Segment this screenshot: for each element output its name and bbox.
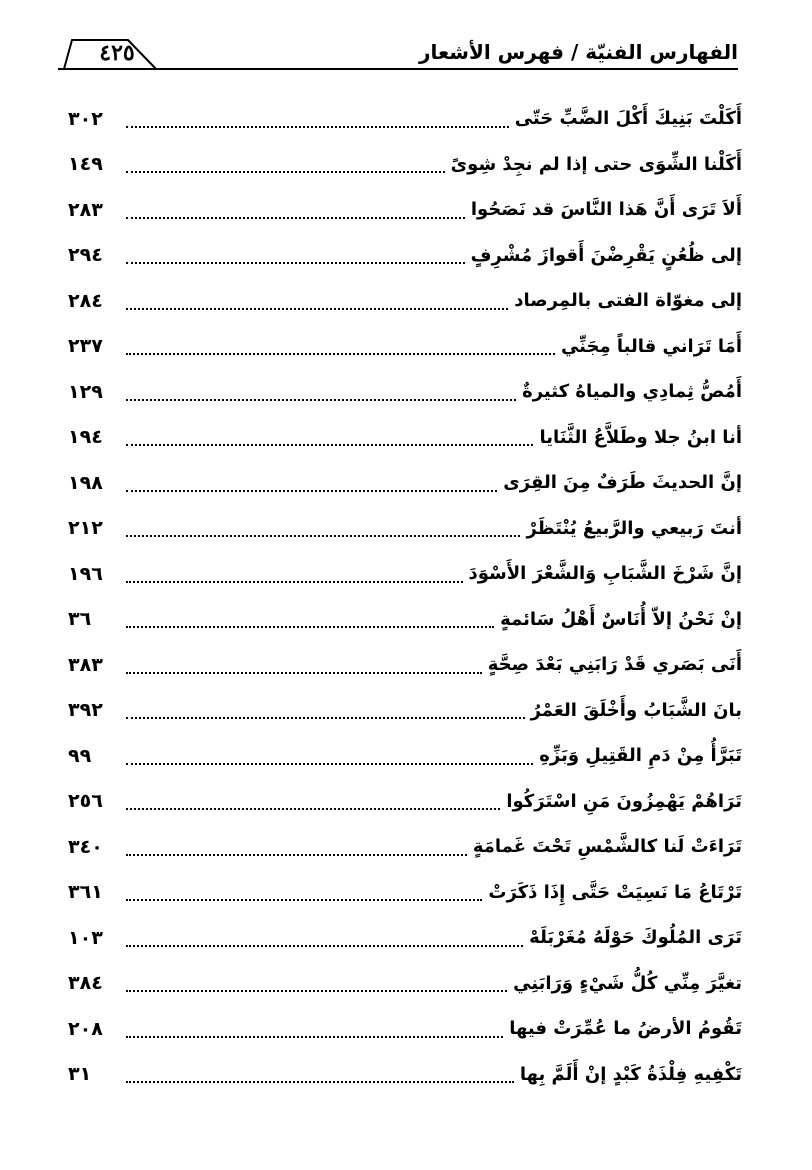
entry-page-number: ٣٨٤ — [68, 972, 103, 995]
page-header — [58, 38, 738, 72]
entry-page-number: ١٩٤ — [68, 426, 103, 449]
entry-page-number: ١٢٩ — [68, 380, 103, 403]
entry-page-number: ٢٨٣ — [68, 198, 103, 221]
index-entry — [68, 915, 742, 961]
dot-leader — [126, 353, 555, 355]
entry-page-number: ٣٤٠ — [68, 835, 103, 858]
entry-verse: تَرَاهُمْ يَهْمِزُونَ مَنِ اسْتَرَكُوا — [506, 790, 742, 812]
dot-leader — [126, 399, 516, 401]
entry-page-number: ٣١ — [68, 1063, 92, 1086]
entry-verse: تَرْتَاعُ مَا نَسِيَتْ حَتَّى إِذَا ذَكَرَتْ — [488, 881, 742, 903]
entry-page-number: ٢٨٤ — [68, 289, 103, 312]
index-entry — [68, 142, 742, 188]
dot-leader — [126, 945, 523, 947]
entry-verse: إنَّ شَرْخَ الشَّبَابِ وَالشَّعْرَ الأَسْوَدَ — [468, 563, 742, 585]
index-entry — [68, 597, 742, 643]
index-entry — [68, 870, 742, 916]
dot-leader — [126, 1081, 514, 1083]
entry-verse: تَبَرَّأُ مِنْ دَمِ القَتِيلِ وَبَزِّهِ — [539, 745, 742, 767]
index-entry — [68, 1006, 742, 1052]
entry-page-number: ٢٠٨ — [68, 1017, 103, 1040]
entry-page-number: ٣٦ — [68, 608, 92, 631]
index-entry — [68, 187, 742, 233]
dot-leader — [126, 717, 525, 719]
dot-leader — [126, 126, 509, 128]
entry-page-number: ٩٩ — [68, 744, 92, 767]
dot-leader — [126, 262, 465, 264]
index-entry — [68, 278, 742, 324]
entry-verse: أَكَلْتَ بَنِيكَ أَكْلَ الضَّبِّ حَتّى — [514, 108, 742, 130]
entry-page-number: ١٠٣ — [68, 926, 103, 949]
running-title: الفهارس الفنيّة / فهرس الأشعار — [418, 40, 738, 64]
entry-verse: أَنَى بَصَري قَدْ رَابَنِي بَعْدَ صِحَّةٍ — [487, 654, 742, 676]
entry-page-number: ١٩٦ — [68, 562, 103, 585]
index-entry — [68, 506, 742, 552]
dot-leader — [126, 581, 463, 583]
index-entry — [68, 1052, 742, 1098]
dot-leader — [126, 899, 482, 901]
dot-leader — [126, 217, 465, 219]
index-entry — [68, 551, 742, 597]
index-entry — [68, 233, 742, 279]
dot-leader — [126, 535, 520, 537]
dot-leader — [126, 444, 533, 446]
page-number: ٤٢٥ — [99, 40, 135, 66]
index-list — [68, 96, 742, 1146]
dot-leader — [126, 171, 445, 173]
entry-verse: أَمُصُّ ثِمادِي والمياهُ كثيرةٌ — [522, 381, 742, 403]
index-entry — [68, 961, 742, 1007]
entry-page-number: ٣٦١ — [68, 881, 103, 904]
entry-verse: أَلاَ تَرَى أَنَّ هَذا النَّاسَ قد نَصَحُوا — [470, 199, 742, 221]
index-entry — [68, 324, 742, 370]
index-entry — [68, 415, 742, 461]
entry-verse: تَرَاءَتْ لَنا كالشَّمْسِ تَحْتَ غَمامَةٍ — [472, 836, 742, 858]
entry-page-number: ٣٠٢ — [68, 107, 103, 130]
entry-page-number: ٢٩٤ — [68, 244, 103, 267]
dot-leader — [126, 626, 494, 628]
entry-verse: إنَّ الحديثَ طَرَفٌ مِنَ القِرَى — [503, 472, 742, 494]
entry-verse: تَكْفِيهِ فِلْذَةُ كَبْدٍ إنْ أَلَمَّ بِها — [519, 1063, 742, 1085]
entry-verse: أَكَلْنا الشِّوَى حتى إذا لم نجِدْ شِوىً — [450, 153, 742, 175]
dot-leader — [126, 854, 467, 856]
entry-verse: أنتَ رَبيعي والرَّبيعُ يُنْتَظَرْ — [526, 517, 742, 539]
entry-verse: أَمَا تَرَاني قالباً مِجَنِّي — [560, 335, 742, 357]
entry-verse: إلى مغوّاة الفتى بالمِرصاد — [514, 290, 742, 312]
dot-leader — [126, 308, 508, 310]
entry-verse: بانَ الشَّبَابُ وأَخْلَقَ العَمْرُ — [530, 699, 742, 721]
entry-verse: تَرَى المُلُوكَ حَوْلَهُ مُغَرْبَلَهْ — [529, 927, 742, 949]
entry-page-number: ٣٩٢ — [68, 699, 103, 722]
index-entry — [68, 642, 742, 688]
entry-page-number: ١٤٩ — [68, 153, 103, 176]
entry-verse: تَقُومُ الأرضُ ما عُمِّرَتْ فيها — [509, 1018, 742, 1040]
entry-verse: إنْ نَحْنُ إلاّ أُنَاسٌ أَهْلُ سَائمةٍ — [500, 608, 742, 630]
entry-page-number: ٢١٢ — [68, 517, 103, 540]
dot-leader — [126, 490, 497, 492]
entry-page-number: ٢٥٦ — [68, 790, 103, 813]
index-entry — [68, 96, 742, 142]
dot-leader — [126, 1036, 503, 1038]
entry-page-number: ٢٣٧ — [68, 335, 103, 358]
entry-verse: تغيَّرَ مِنِّي كُلُّ شَيْءٍ وَرَابَنِي — [513, 972, 742, 994]
dot-leader — [126, 808, 500, 810]
entry-page-number: ١٩٨ — [68, 471, 103, 494]
entry-page-number: ٣٨٣ — [68, 653, 103, 676]
entry-verse: إلى ظُعُنٍ يَقْرِضْنَ أَقوازَ مُشْرِفٍ — [470, 244, 742, 266]
dot-leader — [126, 990, 507, 992]
dot-leader — [126, 763, 533, 765]
index-entry — [68, 369, 742, 415]
index-entry — [68, 733, 742, 779]
dot-leader — [126, 672, 482, 674]
entry-verse: أنا ابنُ جلا وطَلاَّعُ الثَّنَايا — [539, 426, 742, 448]
index-entry — [68, 779, 742, 825]
index-entry — [68, 824, 742, 870]
index-entry — [68, 688, 742, 734]
index-entry — [68, 460, 742, 506]
